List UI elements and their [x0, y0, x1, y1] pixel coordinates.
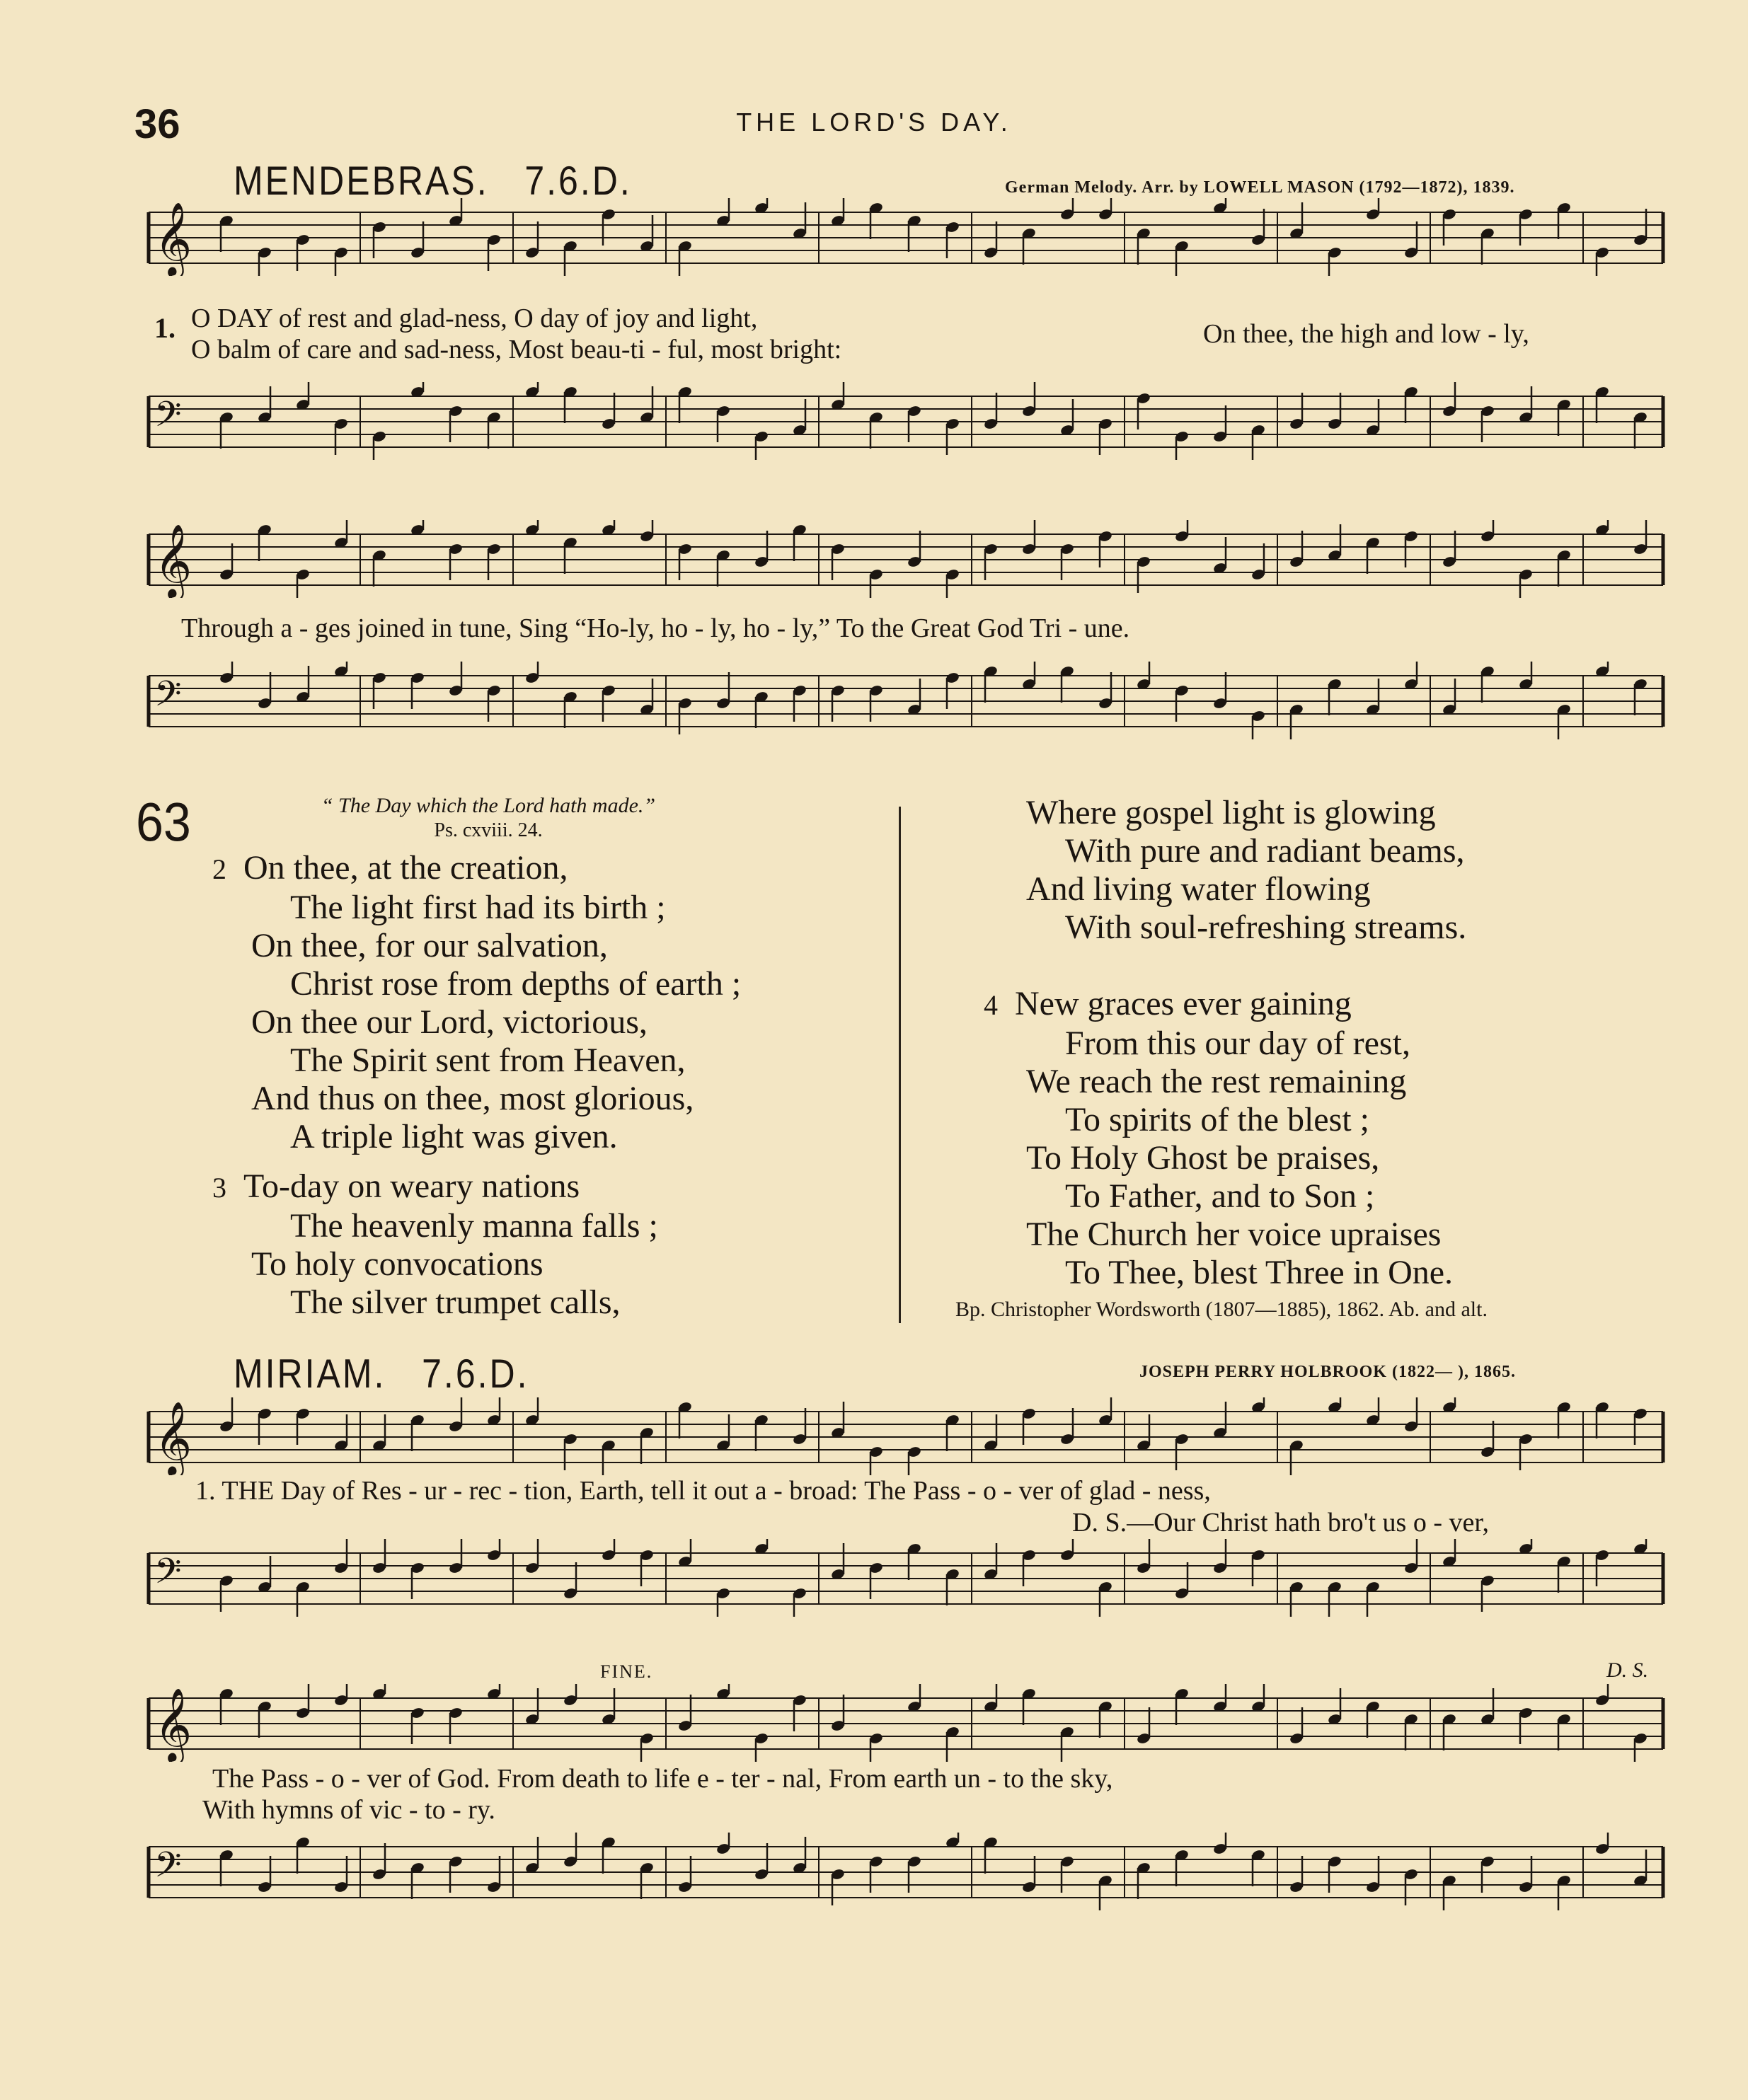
stanza-line: On thee, at the creation, — [243, 849, 568, 887]
stanza-line: To spirits of the blest ; — [1065, 1101, 1369, 1138]
stanza-line: The Spirit sent from Heaven, — [290, 1042, 686, 1079]
tune-meter: 7.6.D. — [524, 158, 632, 204]
music-system-4-bass — [134, 1833, 1670, 1910]
stanza-line: We reach the rest remaining — [1026, 1063, 1407, 1100]
stanza-3-continued — [1026, 794, 1466, 947]
running-head: THE LORD'S DAY. — [736, 108, 1012, 137]
tune-attribution: German Melody. Arr. by LOWELL MASON (1792—1872), 1839. — [1005, 178, 1515, 197]
stanza-line: And thus on thee, most glorious, — [251, 1080, 694, 1117]
stanza-line: To-day on weary nations — [243, 1167, 580, 1205]
stanza-line: To Thee, blest Three in One. — [1065, 1254, 1454, 1291]
lyrics-verse1-line-c: On thee, the high and low - ly, — [1203, 319, 1529, 349]
music-system-3-treble — [134, 1397, 1670, 1475]
lyrics-miriam-line-2b: With hymns of vic - to - ry. — [202, 1795, 495, 1825]
stanza-line: And living water flowing — [1026, 870, 1371, 908]
music-system-2-treble — [134, 520, 1670, 598]
svg-text:𝄞: 𝄞 — [154, 524, 192, 598]
stanza-line: Where gospel light is glowing — [1026, 794, 1436, 831]
tune-name: MIRIAM. — [234, 1351, 386, 1397]
tune-meter: 7.6.D. — [422, 1351, 529, 1397]
stanza-line: The heavenly manna falls ; — [290, 1207, 658, 1245]
music-system-2-bass — [134, 662, 1670, 739]
svg-text:𝄞: 𝄞 — [154, 1401, 192, 1475]
stanza-number: 4 — [984, 989, 998, 1021]
svg-text:𝄢: 𝄢 — [154, 1845, 182, 1894]
column-divider — [899, 807, 901, 1323]
music-system-1-bass — [134, 382, 1670, 460]
tune-title — [234, 157, 632, 204]
stanza-line: New graces ever gaining — [1015, 985, 1352, 1022]
lyrics-miriam-ds: D. S.—Our Christ hath bro't us o - ver, — [1072, 1508, 1489, 1538]
stanza-line: On thee our Lord, victorious, — [251, 1003, 648, 1041]
music-system-3-bass — [134, 1539, 1670, 1617]
ds-mark: D. S. — [1606, 1658, 1649, 1682]
stanza-line: On thee, for our salvation, — [251, 927, 608, 964]
lyrics-verse1-line-a: O DAY of rest and glad-ness, O day of joy and light, — [191, 304, 758, 333]
stanza-line: To holy convocations — [251, 1245, 544, 1283]
svg-text:𝄢: 𝄢 — [154, 674, 182, 723]
svg-text:𝄞: 𝄞 — [154, 202, 192, 276]
stanza-line: Christ rose from depths of earth ; — [290, 965, 742, 1003]
stanza-line: The silver trumpet calls, — [290, 1283, 621, 1321]
lyrics-miriam-line-2: The Pass - o - ver of God. From death to life e - ter - nal, From earth un - to the sky, — [212, 1764, 1113, 1794]
stanza-line: With soul-refreshing streams. — [1065, 908, 1467, 946]
tune-attribution: JOSEPH PERRY HOLBROOK (1822— ), 1865. — [1139, 1363, 1516, 1381]
stanza-number: 2 — [212, 853, 226, 885]
scripture-reference: Ps. cxviii. 24. — [434, 819, 543, 841]
lyrics-verse1-line-b: O balm of care and sad-ness, Most beau-ti - ful, most bright: — [191, 335, 842, 364]
music-system-4-treble — [134, 1684, 1670, 1762]
stanza-4 — [984, 985, 1453, 1292]
svg-text:𝄢: 𝄢 — [154, 1551, 182, 1600]
tune-title-2 — [234, 1350, 529, 1397]
stanza-line: The light first had its birth ; — [290, 889, 666, 926]
lyrics-line-2: Through a - ges joined in tune, Sing “Ho-ly, ho - ly, ho - ly,” To the Great God Tri - une. — [181, 613, 1130, 643]
stanza-3 — [212, 1167, 658, 1322]
stanza-line: A triple light was given. — [290, 1118, 618, 1155]
lyrics-miriam-line-1: 1. THE Day of Res - ur - rec - tion, Earth, tell it out a - broad: The Pass - o - ver of glad - ness, — [195, 1476, 1211, 1506]
hymn-number: 63 — [136, 792, 191, 853]
stanza-line: From this our day of rest, — [1065, 1025, 1410, 1062]
music-system-1-treble — [134, 198, 1670, 276]
tune-name: MENDEBRAS. — [234, 158, 489, 204]
stanza-line: To Holy Ghost be praises, — [1026, 1139, 1380, 1177]
hymn-caption: “ The Day which the Lord hath made.” — [321, 794, 656, 817]
fine-mark: FINE. — [600, 1661, 653, 1682]
hymn-author: Bp. Christopher Wordsworth (1807—1885), 1862. Ab. and alt. — [955, 1298, 1488, 1321]
stanza-2 — [212, 849, 741, 1156]
svg-text:𝄞: 𝄞 — [154, 1688, 192, 1762]
verse-number: 1. — [154, 312, 176, 344]
stanza-line: To Father, and to Son ; — [1065, 1177, 1375, 1215]
svg-text:𝄢: 𝄢 — [154, 394, 182, 444]
stanza-line: The Church her voice upraises — [1026, 1216, 1442, 1253]
stanza-number: 3 — [212, 1172, 226, 1204]
stanza-line: With pure and radiant beams, — [1065, 832, 1465, 870]
page-number: 36 — [134, 101, 180, 147]
